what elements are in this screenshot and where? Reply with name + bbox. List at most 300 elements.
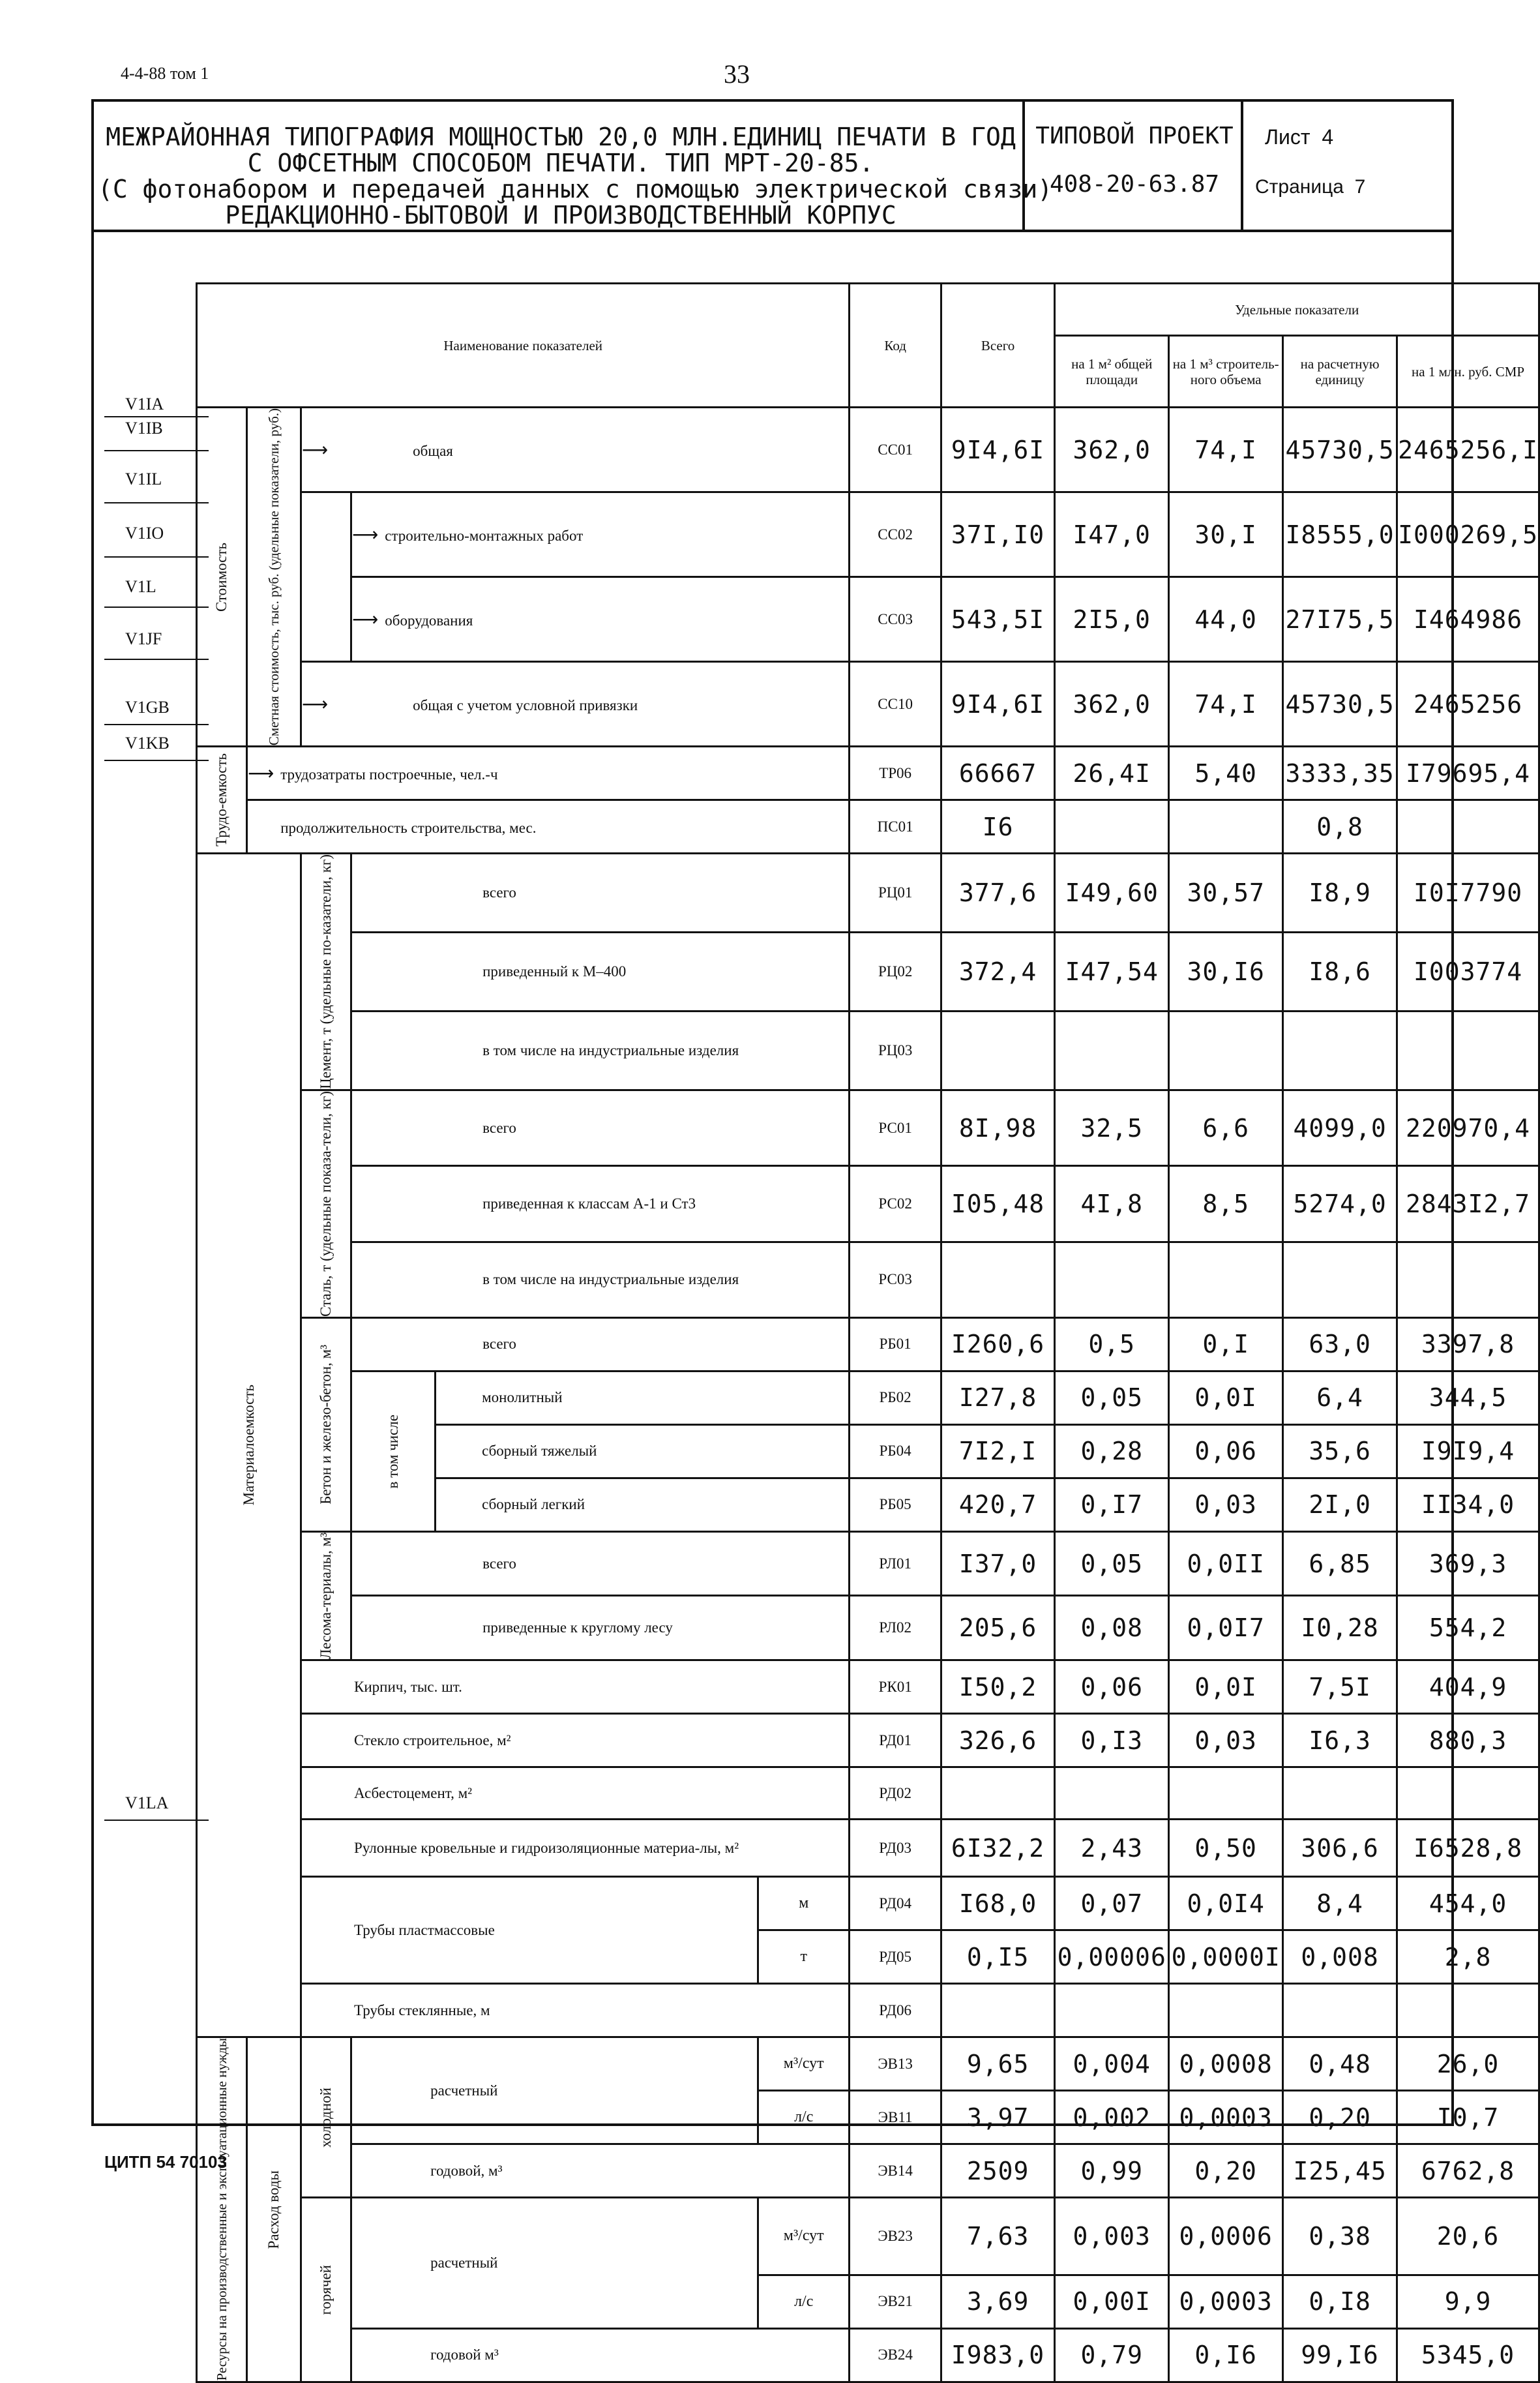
sheet-value: 4 xyxy=(1322,125,1334,149)
row-v2: 0,03 xyxy=(1169,1478,1283,1531)
row-total: I05,48 xyxy=(941,1166,1054,1242)
row-total: 2509 xyxy=(941,2144,1054,2198)
indicators-table xyxy=(196,282,1540,2383)
table-row xyxy=(197,800,1539,854)
row-v1: 0,I7 xyxy=(1055,1478,1169,1531)
row-v3 xyxy=(1283,1767,1397,1820)
row-v4: I003774 xyxy=(1397,933,1539,1012)
row-v4 xyxy=(1397,1011,1539,1090)
row-v3: 99,I6 xyxy=(1283,2328,1397,2382)
row-v1: 0,00006 xyxy=(1055,1930,1169,1984)
row-code: РД03 xyxy=(850,1820,941,1877)
row-total: 377,6 xyxy=(941,854,1054,933)
row-v3: 63,0 xyxy=(1283,1317,1397,1371)
row-v4: 454,0 xyxy=(1397,1877,1539,1930)
row-code: ЭВ13 xyxy=(850,2037,941,2091)
table-row xyxy=(197,1317,1539,1371)
title-line-3: (С фотонабором и передачей данных с помощью электрической связи) xyxy=(98,175,1053,203)
row-v4: I0,7 xyxy=(1397,2091,1539,2144)
row-v3: 6,4 xyxy=(1283,1371,1397,1424)
row-name: ⟶ трудозатраты построечные, чел.-ч xyxy=(247,747,850,800)
row-code: ПС01 xyxy=(850,800,941,854)
row-unit: л/с xyxy=(758,2275,850,2328)
row-v3: 0,008 xyxy=(1283,1930,1397,1984)
row-total: 9I4,6I xyxy=(941,408,1054,492)
row-v1: 2,43 xyxy=(1055,1820,1169,1877)
row-v2: 30,57 xyxy=(1169,854,1283,933)
table-row xyxy=(197,1596,1539,1660)
row-v2: 8,5 xyxy=(1169,1166,1283,1242)
page-number: 33 xyxy=(724,59,750,89)
row-v1: 4I,8 xyxy=(1055,1166,1169,1242)
row-code: РБ04 xyxy=(850,1424,941,1478)
row-v1: 0,I3 xyxy=(1055,1714,1169,1767)
row-code: ЭВ21 xyxy=(850,2275,941,2328)
side-label-v1kb: V1KB xyxy=(125,734,170,753)
row-v2: 0,0000I xyxy=(1169,1930,1283,1984)
row-code: РС02 xyxy=(850,1166,941,1242)
row-v3: 0,8 xyxy=(1283,800,1397,854)
row-v4 xyxy=(1397,1242,1539,1317)
row-v3: I8,6 xyxy=(1283,933,1397,1012)
title-line-1: МЕЖРАЙОННАЯ ТИПОГРАФИЯ МОЩНОСТЬЮ 20,0 МЛН.ЕДИНИЦ ПЕЧАТИ В ГОД xyxy=(106,123,1016,151)
row-v2: 0,I xyxy=(1169,1317,1283,1371)
row-v3: 0,I8 xyxy=(1283,2275,1397,2328)
row-v3: 0,20 xyxy=(1283,2091,1397,2144)
row-code: ТР06 xyxy=(850,747,941,800)
row-v4: 9,9 xyxy=(1397,2275,1539,2328)
row-v1: 0,28 xyxy=(1055,1424,1169,1478)
row-v1: I49,60 xyxy=(1055,854,1169,933)
row-v3 xyxy=(1283,1011,1397,1090)
row-code: СС03 xyxy=(850,577,941,662)
sheet-label: Лист xyxy=(1265,125,1310,149)
header-per-volume: на 1 м³ строитель-ного объема xyxy=(1169,336,1283,408)
row-code: ЭВ11 xyxy=(850,2091,941,2144)
row-name: продолжительность строительства, мес. xyxy=(247,800,850,854)
row-code: РД06 xyxy=(850,1984,941,2037)
row-name: годовой м³ xyxy=(351,2328,850,2382)
row-unit: л/с xyxy=(758,2091,850,2144)
row-v4: I0I7790 xyxy=(1397,854,1539,933)
group-steel: Сталь, т (удельные показа-тели, кг) xyxy=(301,1090,351,1317)
row-v3: I8,9 xyxy=(1283,854,1397,933)
row-v4: I6528,8 xyxy=(1397,1820,1539,1877)
row-v2: 0,0I xyxy=(1169,1660,1283,1714)
row-v1 xyxy=(1055,1011,1169,1090)
side-line xyxy=(104,502,209,503)
side-line xyxy=(104,659,209,660)
table-row xyxy=(197,1660,1539,1714)
row-name: Трубы стеклянные, м xyxy=(301,1984,850,2037)
group-labor: Трудо-емкость xyxy=(197,747,247,854)
row-v2: 0,0II xyxy=(1169,1531,1283,1596)
row-v3: 6,85 xyxy=(1283,1531,1397,1596)
row-v1 xyxy=(1055,1767,1169,1820)
side-label-v1la: V1LA xyxy=(125,1793,169,1812)
row-total: I37,0 xyxy=(941,1531,1054,1596)
row-name: расчетный xyxy=(351,2037,758,2144)
row-v2: 0,06 xyxy=(1169,1424,1283,1478)
row-v4: 880,3 xyxy=(1397,1714,1539,1767)
page-field xyxy=(1255,176,1365,198)
group-lumber: Лесома-териалы, м³ xyxy=(301,1531,351,1660)
row-code: СС10 xyxy=(850,662,941,747)
row-code: СС01 xyxy=(850,408,941,492)
row-v3 xyxy=(1283,1242,1397,1317)
row-total: 543,5I xyxy=(941,577,1054,662)
row-v2: 0,03 xyxy=(1169,1714,1283,1767)
row-v4: 404,9 xyxy=(1397,1660,1539,1714)
side-line xyxy=(104,607,209,608)
table-header-row xyxy=(197,284,1539,336)
row-total: 66667 xyxy=(941,747,1054,800)
row-total: 9,65 xyxy=(941,2037,1054,2091)
row-total xyxy=(941,1242,1054,1317)
row-name: всего xyxy=(351,854,850,933)
row-unit: м³/сут xyxy=(758,2198,850,2275)
row-v1: 0,05 xyxy=(1055,1371,1169,1424)
row-v2 xyxy=(1169,1767,1283,1820)
row-name: Асбестоцемент, м² xyxy=(301,1767,850,1820)
side-line xyxy=(104,416,209,417)
row-v3: 7,5I xyxy=(1283,1660,1397,1714)
row-v4: 6762,8 xyxy=(1397,2144,1539,2198)
spacer-cell xyxy=(301,492,351,577)
row-code: РБ05 xyxy=(850,1478,941,1531)
side-line xyxy=(104,1820,209,1821)
row-v2: 30,I xyxy=(1169,492,1283,577)
row-v2: 0,0003 xyxy=(1169,2091,1283,2144)
row-v2: 0,0I7 xyxy=(1169,1596,1283,1660)
row-code: РБ02 xyxy=(850,1371,941,1424)
row-v4: I464986 xyxy=(1397,577,1539,662)
row-v4: I79695,4 xyxy=(1397,747,1539,800)
table-row xyxy=(197,662,1539,747)
row-v2: 5,40 xyxy=(1169,747,1283,800)
row-v1: 0,08 xyxy=(1055,1596,1169,1660)
table-row xyxy=(197,747,1539,800)
row-name: Стекло строительное, м² xyxy=(301,1714,850,1767)
row-v2: 0,20 xyxy=(1169,2144,1283,2198)
row-v1: 0,002 xyxy=(1055,2091,1169,2144)
row-v2: 74,I xyxy=(1169,408,1283,492)
row-code: РС03 xyxy=(850,1242,941,1317)
row-v4: 2843I2,7 xyxy=(1397,1166,1539,1242)
group-cement: Цемент, т (удельные по-казатели, кг) xyxy=(301,854,351,1090)
row-v4: 554,2 xyxy=(1397,1596,1539,1660)
row-v3: 4099,0 xyxy=(1283,1090,1397,1165)
row-v3: I0,28 xyxy=(1283,1596,1397,1660)
row-v3: 306,6 xyxy=(1283,1820,1397,1877)
row-name: сборный тяжелый xyxy=(436,1424,850,1478)
row-total: 3,97 xyxy=(941,2091,1054,2144)
header-name: Наименование показателей xyxy=(197,284,850,408)
row-v4: 369,3 xyxy=(1397,1531,1539,1596)
table-row xyxy=(197,1090,1539,1165)
row-v3: I8555,0 xyxy=(1283,492,1397,577)
row-v1: 2I5,0 xyxy=(1055,577,1169,662)
row-v3: 27I75,5 xyxy=(1283,577,1397,662)
row-v1: 32,5 xyxy=(1055,1090,1169,1165)
row-total: I50,2 xyxy=(941,1660,1054,1714)
row-v2: 6,6 xyxy=(1169,1090,1283,1165)
row-total: 37I,I0 xyxy=(941,492,1054,577)
side-line xyxy=(104,760,209,761)
row-code: СС02 xyxy=(850,492,941,577)
row-name: Рулонные кровельные и гидроизоляционные материа-лы, м² xyxy=(301,1820,850,1877)
group-hot: горячей xyxy=(301,2198,351,2382)
row-v1 xyxy=(1055,1984,1169,2037)
row-total: 3,69 xyxy=(941,2275,1054,2328)
row-v2: 0,0003 xyxy=(1169,2275,1283,2328)
row-name: Трубы пластмассовые xyxy=(301,1877,758,1984)
row-name: ⟶ общая с учетом условной привязки xyxy=(301,662,850,747)
header-per-area: на 1 м² общей площади xyxy=(1055,336,1169,408)
side-line xyxy=(104,450,209,451)
row-total: I27,8 xyxy=(941,1371,1054,1424)
row-name: в том числе на индустриальные изделия xyxy=(351,1011,850,1090)
row-v1 xyxy=(1055,800,1169,854)
row-code: РЛ01 xyxy=(850,1531,941,1596)
row-name: Кирпич, тыс. шт. xyxy=(301,1660,850,1714)
table-row xyxy=(197,492,1539,577)
sheet-field xyxy=(1265,125,1333,149)
row-v2: 0,I6 xyxy=(1169,2328,1283,2382)
table-row xyxy=(197,1531,1539,1596)
row-v4: 344,5 xyxy=(1397,1371,1539,1424)
row-code: РЦ01 xyxy=(850,854,941,933)
group-concrete: Бетон и железо-бетон, м³ xyxy=(301,1317,351,1531)
group-cost-sub: Сметная стоимость, тыс. руб. (удельные показатели, руб.) xyxy=(247,408,301,747)
row-unit: т xyxy=(758,1930,850,1984)
row-name: всего xyxy=(351,1531,850,1596)
row-name: всего xyxy=(351,1317,850,1371)
row-v2 xyxy=(1169,1984,1283,2037)
row-v3: 35,6 xyxy=(1283,1424,1397,1478)
table-row xyxy=(197,1877,1539,1930)
row-code: РД04 xyxy=(850,1877,941,1930)
row-v4: 5345,0 xyxy=(1397,2328,1539,2382)
page-value: 7 xyxy=(1354,176,1366,198)
table-row xyxy=(197,933,1539,1012)
row-v2: 0,0I xyxy=(1169,1371,1283,1424)
row-total: I68,0 xyxy=(941,1877,1054,1930)
row-v4: I9I9,4 xyxy=(1397,1424,1539,1478)
row-total: 7,63 xyxy=(941,2198,1054,2275)
row-v4: 2465256,I xyxy=(1397,408,1539,492)
group-cold: холодной xyxy=(301,2037,351,2198)
row-v1: 0,07 xyxy=(1055,1877,1169,1930)
row-total: 326,6 xyxy=(941,1714,1054,1767)
table-row xyxy=(197,408,1539,492)
header-per-unit: на расчетную единицу xyxy=(1283,336,1397,408)
row-code: РК01 xyxy=(850,1660,941,1714)
row-v3: 45730,5 xyxy=(1283,408,1397,492)
header-total: Всего xyxy=(941,284,1054,408)
header-specific: Удельные показатели xyxy=(1055,284,1539,336)
table-row xyxy=(197,1767,1539,1820)
row-code: ЭВ14 xyxy=(850,2144,941,2198)
row-total: 0,I5 xyxy=(941,1930,1054,1984)
row-v2 xyxy=(1169,1242,1283,1317)
row-code: РБ01 xyxy=(850,1317,941,1371)
page-label: Страница xyxy=(1255,176,1344,198)
row-v3: I6,3 xyxy=(1283,1714,1397,1767)
row-v1: 0,99 xyxy=(1055,2144,1169,2198)
table-row xyxy=(197,1714,1539,1767)
row-name: годовой, м³ xyxy=(351,2144,850,2198)
doc-reference: 4-4-88 том 1 xyxy=(121,64,209,83)
side-label-v1jf: V1JF xyxy=(125,629,162,648)
row-name: приведенные к круглому лесу xyxy=(351,1596,850,1660)
row-v3: 5274,0 xyxy=(1283,1166,1397,1242)
row-total: 420,7 xyxy=(941,1478,1054,1531)
row-code: РД05 xyxy=(850,1930,941,1984)
header-per-million: на 1 млн. руб. СМР xyxy=(1397,336,1539,408)
row-v4: 2465256 xyxy=(1397,662,1539,747)
project-label: ТИПОВОЙ ПРОЕКТ xyxy=(1035,123,1234,149)
row-v2: 30,I6 xyxy=(1169,933,1283,1012)
row-code: ЭВ24 xyxy=(850,2328,941,2382)
title-line-2: С ОФСЕТНЫМ СПОСОБОМ ПЕЧАТИ. ТИП МРТ-20-85. xyxy=(247,149,874,177)
row-v3: 2I,0 xyxy=(1283,1478,1397,1531)
row-name: расчетный xyxy=(351,2198,758,2329)
row-v2: 0,50 xyxy=(1169,1820,1283,1877)
row-v3: 3333,35 xyxy=(1283,747,1397,800)
row-total: 372,4 xyxy=(941,933,1054,1012)
row-v4: 26,0 xyxy=(1397,2037,1539,2091)
row-unit: м³/сут xyxy=(758,2037,850,2091)
side-label-v1l: V1L xyxy=(125,577,156,596)
row-v2: 0,0006 xyxy=(1169,2198,1283,2275)
row-v2: 0,0008 xyxy=(1169,2037,1283,2091)
row-v1: 362,0 xyxy=(1055,662,1169,747)
row-v2: 74,I xyxy=(1169,662,1283,747)
side-label-v1ia: V1IA xyxy=(125,395,164,413)
row-v4 xyxy=(1397,800,1539,854)
row-v1: 0,003 xyxy=(1055,2198,1169,2275)
side-label-v1ib: V1IB xyxy=(125,419,163,438)
row-v2: 0,0I4 xyxy=(1169,1877,1283,1930)
row-v1 xyxy=(1055,1242,1169,1317)
row-total xyxy=(941,1767,1054,1820)
row-name: сборный легкий xyxy=(436,1478,850,1531)
table-row xyxy=(197,1371,1539,1424)
group-material: Материалоемкость xyxy=(197,854,301,2037)
row-v2 xyxy=(1169,1011,1283,1090)
row-total: 6I32,2 xyxy=(941,1820,1054,1877)
row-v3: 0,48 xyxy=(1283,2037,1397,2091)
group-resources: Ресурсы на производственные и эксплуатационные нужды xyxy=(197,2037,247,2382)
row-total xyxy=(941,1011,1054,1090)
row-code: РД01 xyxy=(850,1714,941,1767)
row-name: приведенная к классам А-1 и Ст3 xyxy=(351,1166,850,1242)
table-row xyxy=(197,1242,1539,1317)
table-row xyxy=(197,854,1539,933)
row-v3: 0,38 xyxy=(1283,2198,1397,2275)
row-v1: 26,4I xyxy=(1055,747,1169,800)
table-row xyxy=(197,1166,1539,1242)
side-line xyxy=(104,556,209,558)
table-row xyxy=(197,2198,1539,2275)
row-v3: 8,4 xyxy=(1283,1877,1397,1930)
row-code: РС01 xyxy=(850,1090,941,1165)
row-v4 xyxy=(1397,1767,1539,1820)
title-divider-2 xyxy=(1241,99,1243,232)
row-total: 8I,98 xyxy=(941,1090,1054,1165)
row-code: РЦ02 xyxy=(850,933,941,1012)
row-code: РЛ02 xyxy=(850,1596,941,1660)
row-v2 xyxy=(1169,800,1283,854)
row-total: I260,6 xyxy=(941,1317,1054,1371)
row-v1: 0,79 xyxy=(1055,2328,1169,2382)
row-v1: I47,54 xyxy=(1055,933,1169,1012)
row-unit: м xyxy=(758,1877,850,1930)
row-v1: 0,5 xyxy=(1055,1317,1169,1371)
row-v1: 0,05 xyxy=(1055,1531,1169,1596)
row-v4: I000269,5 xyxy=(1397,492,1539,577)
row-v3 xyxy=(1283,1984,1397,2037)
row-name: в том числе на индустриальные изделия xyxy=(351,1242,850,1317)
table-row xyxy=(197,2328,1539,2382)
side-line xyxy=(104,724,209,725)
document-title xyxy=(98,123,1053,230)
table-row xyxy=(197,1011,1539,1090)
table-row xyxy=(197,1984,1539,2037)
row-v1: 362,0 xyxy=(1055,408,1169,492)
side-label-v1gb: V1GB xyxy=(125,698,170,717)
row-v1: 0,06 xyxy=(1055,1660,1169,1714)
row-total: I983,0 xyxy=(941,2328,1054,2382)
row-v4 xyxy=(1397,1984,1539,2037)
row-code: РЦ03 xyxy=(850,1011,941,1090)
row-v4: 3397,8 xyxy=(1397,1317,1539,1371)
header-code: Код xyxy=(850,284,941,408)
row-total: I6 xyxy=(941,800,1054,854)
row-total: 9I4,6I xyxy=(941,662,1054,747)
row-total: 7I2,I xyxy=(941,1424,1054,1478)
side-label-v1io: V1IO xyxy=(125,524,164,543)
row-name: ⟶ общая xyxy=(301,408,850,492)
row-v3: 45730,5 xyxy=(1283,662,1397,747)
table-row xyxy=(197,1820,1539,1877)
table-row xyxy=(197,2144,1539,2198)
row-v4: II34,0 xyxy=(1397,1478,1539,1531)
row-v1: 0,004 xyxy=(1055,2037,1169,2091)
table-row xyxy=(197,577,1539,662)
row-name: всего xyxy=(351,1090,850,1165)
row-name: ⟶ строительно-монтажных работ xyxy=(351,492,850,577)
row-v1: I47,0 xyxy=(1055,492,1169,577)
row-name: монолитный xyxy=(436,1371,850,1424)
row-v4: 2,8 xyxy=(1397,1930,1539,1984)
row-code: РД02 xyxy=(850,1767,941,1820)
side-label-v1il: V1IL xyxy=(125,470,162,488)
table-row xyxy=(197,2037,1539,2091)
row-v4: 220970,4 xyxy=(1397,1090,1539,1165)
row-v2: 44,0 xyxy=(1169,577,1283,662)
row-v4: 20,6 xyxy=(1397,2198,1539,2275)
group-incl: в том числе xyxy=(351,1371,436,1531)
row-code: ЭВ23 xyxy=(850,2198,941,2275)
spacer-cell xyxy=(301,577,351,662)
project-number: 408-20-63.87 xyxy=(1049,171,1220,198)
row-v3: I25,45 xyxy=(1283,2144,1397,2198)
row-total xyxy=(941,1984,1054,2037)
row-total: 205,6 xyxy=(941,1596,1054,1660)
footer-code: ЦИТП 54 70103 xyxy=(104,2152,227,2172)
